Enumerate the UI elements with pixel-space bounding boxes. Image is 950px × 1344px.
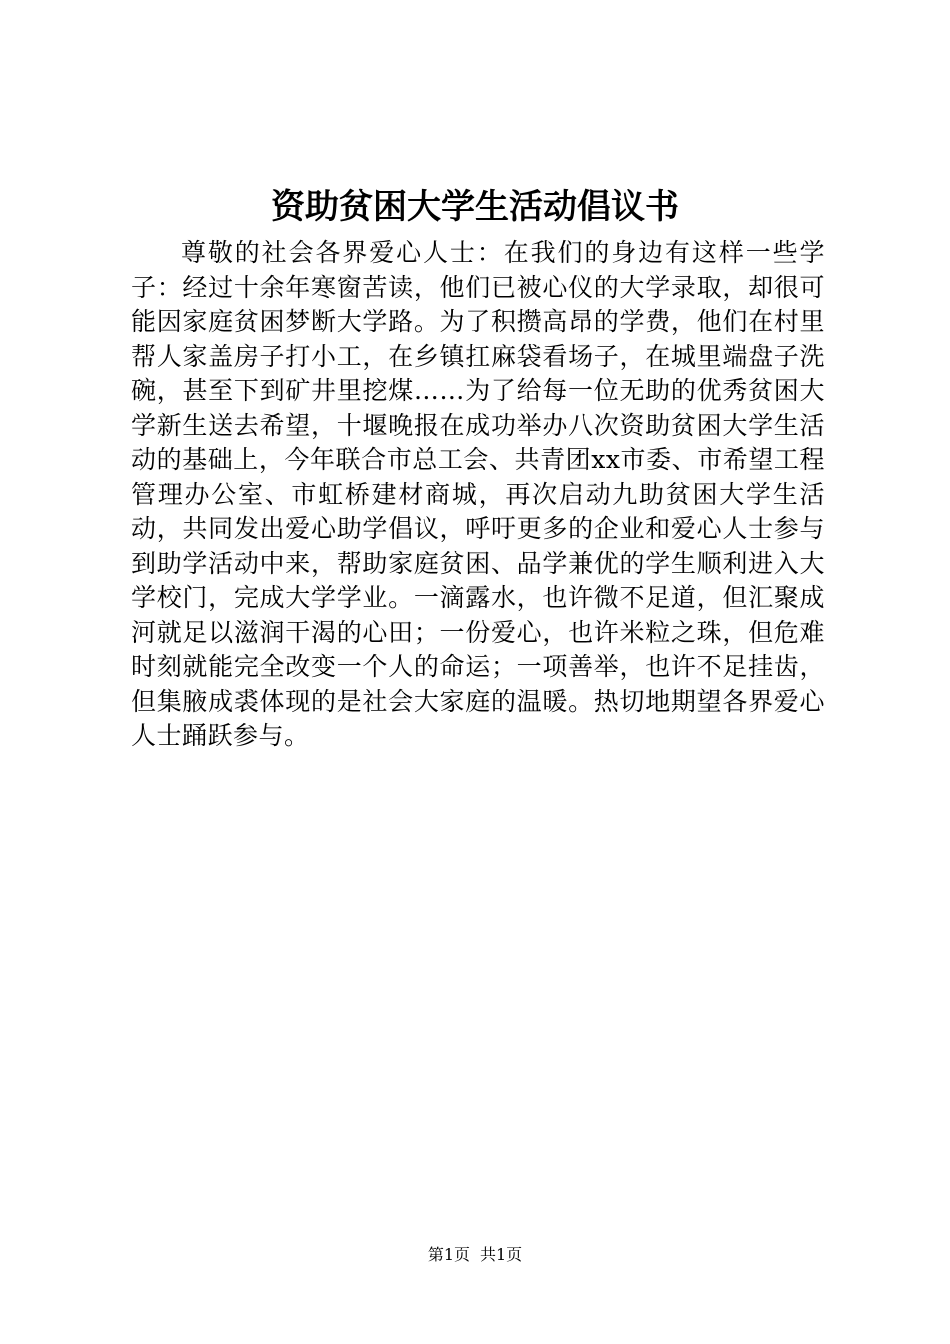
document-body-paragraph: 尊敬的社会各界爱心人士：在我们的身边有这样一些学子：经过十余年寒窗苦读，他们已被心仪的大学录取，却很可能因家庭贫困梦断大学路。为了积攒高昂的学费，他们在村里帮人家盖房子打小工，在乡镇扛麻袋看场子，在城里端盘子洗碗，甚至下到矿井里挖煤……为了给每一位无助的优秀贫困大学新生送去希望，十堰晚报在成功举办八次资助贫困大学生活动的基础上，今年联合市总工会、共青团xx市委、市希望工程管理办公室、市虹桥建材商城，再次启动九助贫困大学生活动，共同发出爱心助学倡议，呼吁更多的企业和爱心人士参与到助学活动中来，帮助家庭贫困、品学兼优的学生顺利进入大学校门，完成大学学业。一滴露水，也许微不足道，但汇聚成河就足以滋润干渴的心田；一份爱心，也许米粒之珠，但危难时刻就能完全改变一个人的命运；一项善举，也许不足挂齿，但集腋成裘体现的是社会大家庭的温暖。热切地期望各界爱心人士踊跃参与。 [131,238,825,750]
page-footer [0,1243,950,1267]
document-title: 资助贫困大学生活动倡议书 [271,187,679,227]
page-total: 共1页 [480,1245,523,1264]
page-number: 第1页 [427,1245,470,1264]
